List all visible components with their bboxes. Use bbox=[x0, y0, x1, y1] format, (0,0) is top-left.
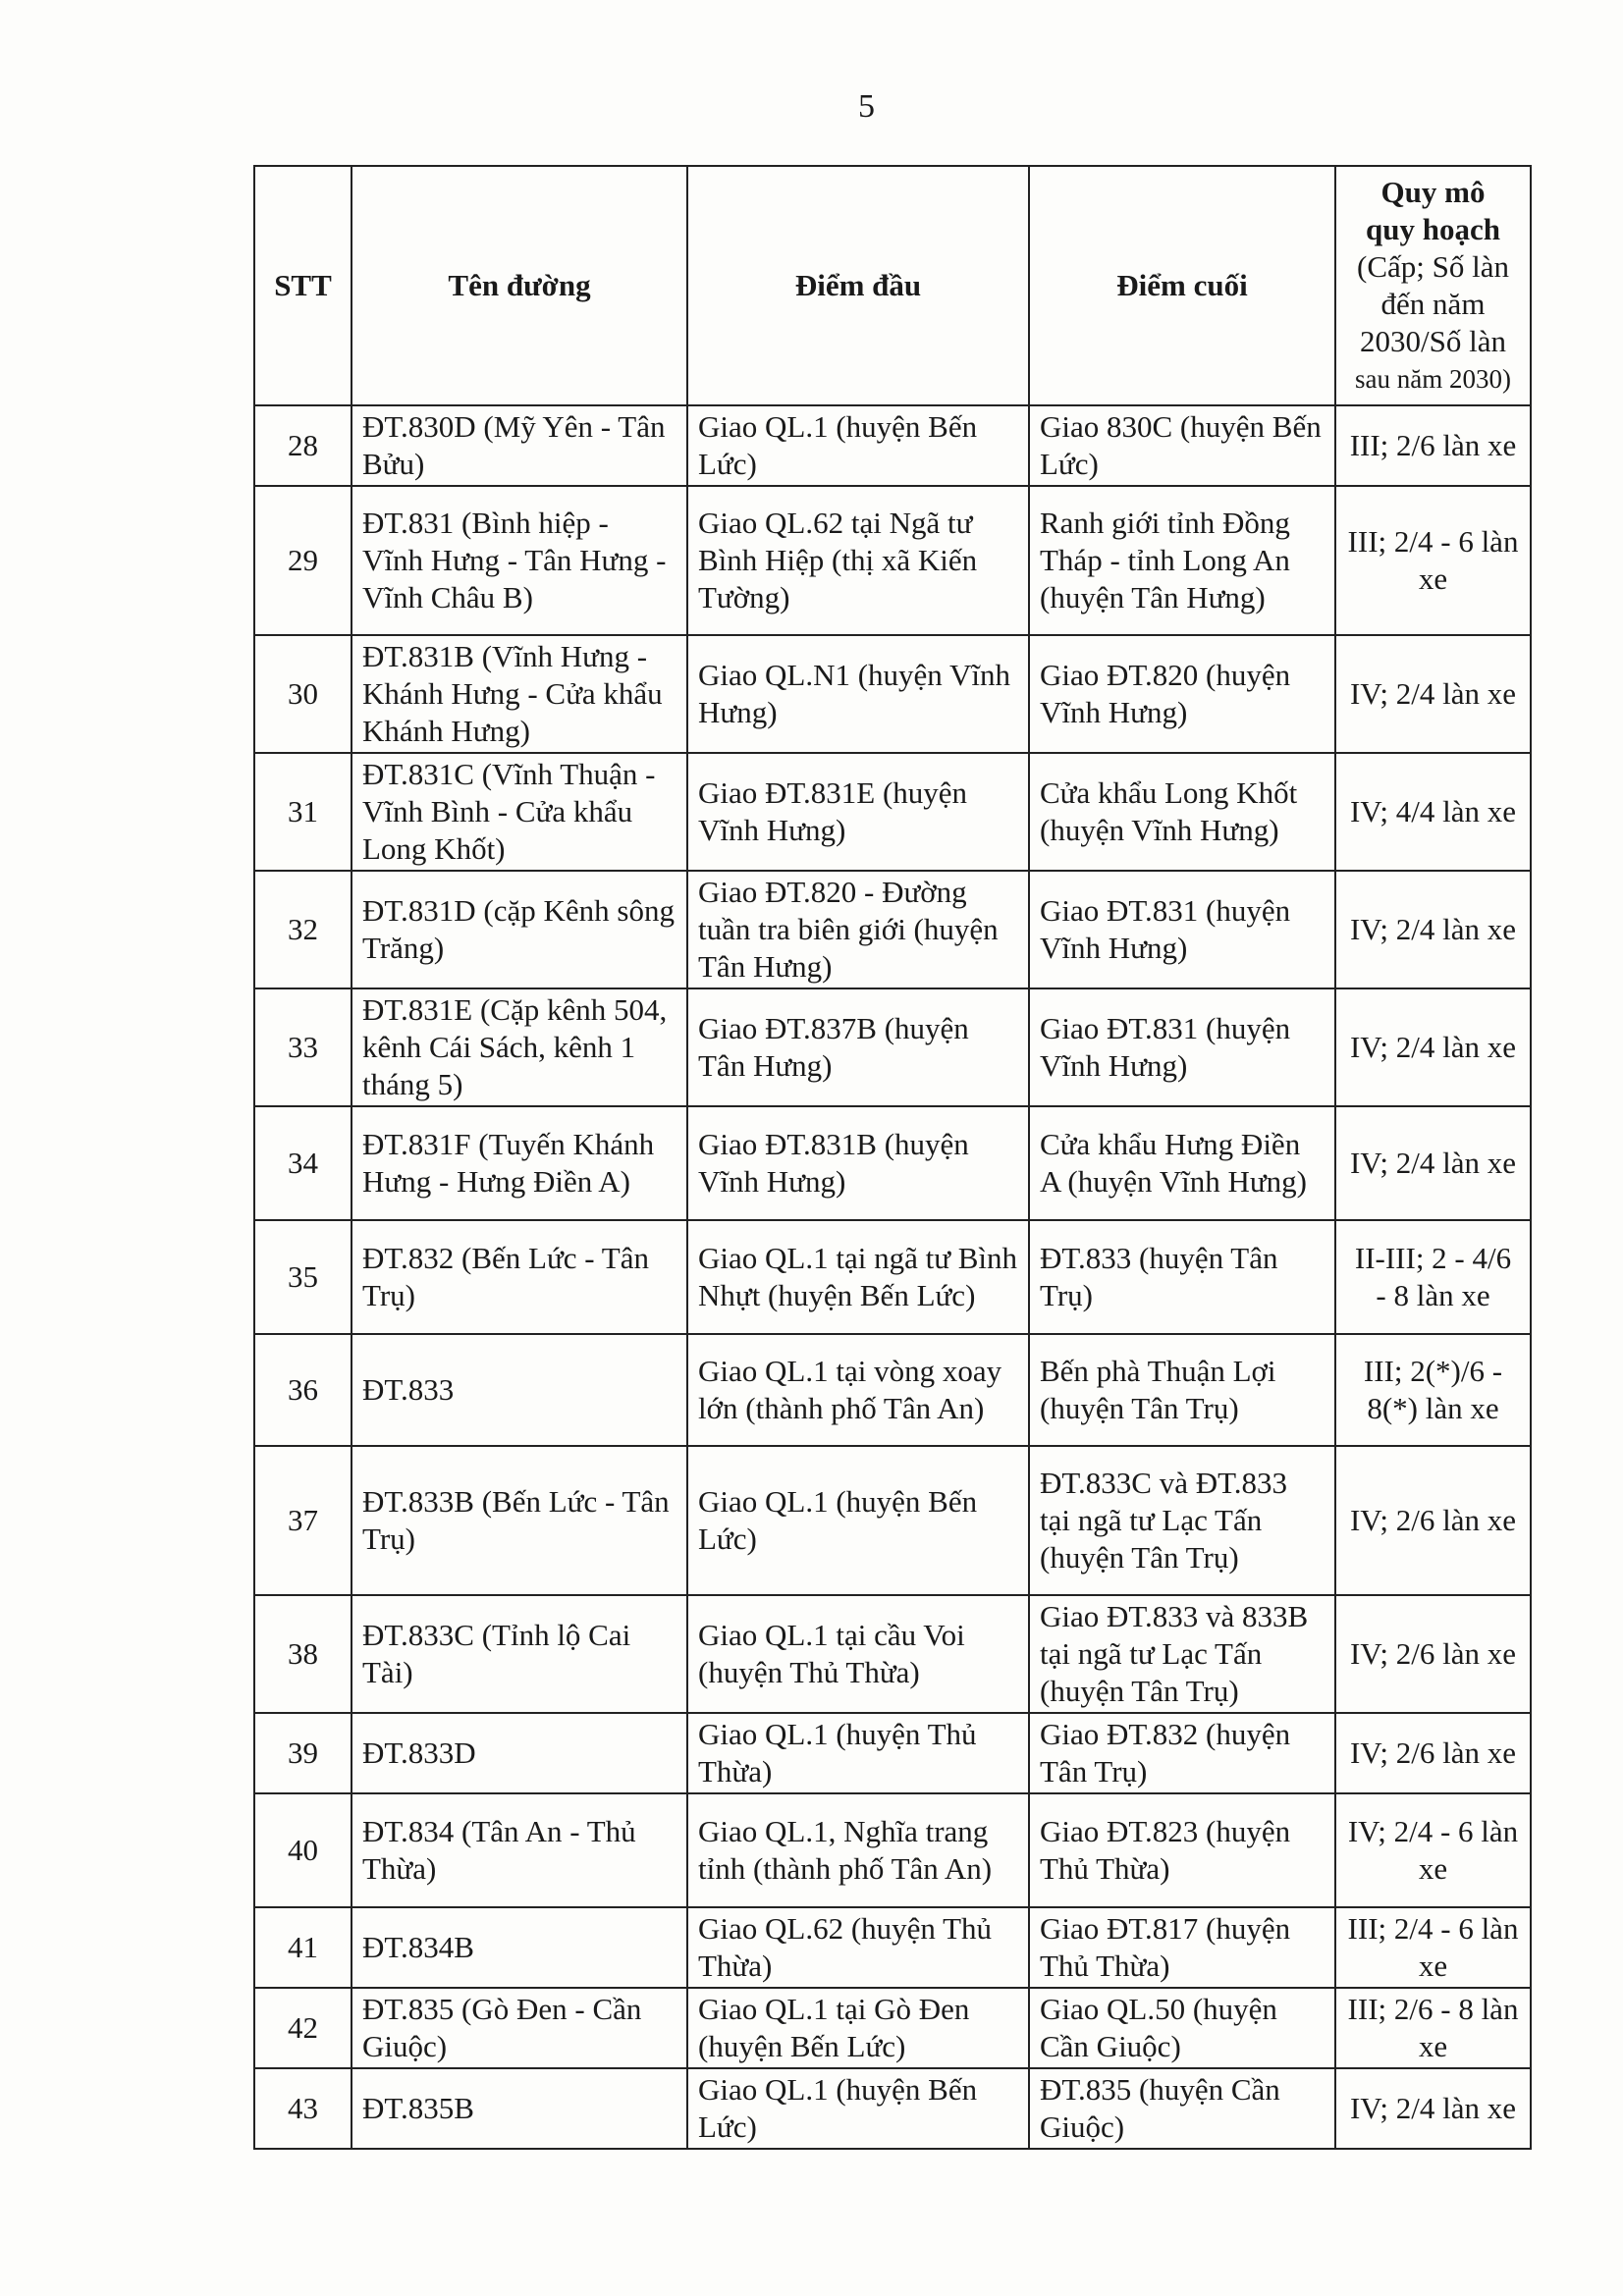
header-start-point: Điểm đầu bbox=[687, 166, 1029, 405]
header-stt: STT bbox=[254, 166, 352, 405]
table-row bbox=[254, 1595, 1531, 1713]
planning-scale-cell: IV; 2/6 làn xe bbox=[1335, 1595, 1531, 1713]
start-point-cell: Giao QL.1, Nghĩa trang tỉnh (thành phố Tân An) bbox=[687, 1793, 1029, 1907]
start-point-cell: Giao ĐT.831B (huyện Vĩnh Hưng) bbox=[687, 1106, 1029, 1220]
end-point-cell: Ranh giới tỉnh Đồng Tháp - tỉnh Long An (huyện Tân Hưng) bbox=[1029, 486, 1335, 635]
header-road-name: Tên đường bbox=[352, 166, 687, 405]
planning-scale-cell: IV; 2/4 làn xe bbox=[1335, 988, 1531, 1106]
planning-scale-cell: IV; 2/4 - 6 làn xe bbox=[1335, 1793, 1531, 1907]
planning-scale-cell: IV; 4/4 làn xe bbox=[1335, 753, 1531, 871]
header-scale-line1: Quy mô bbox=[1380, 175, 1486, 209]
planning-scale-cell: IV; 2/4 làn xe bbox=[1335, 871, 1531, 988]
table-row bbox=[254, 1907, 1531, 1988]
start-point-cell: Giao QL.62 (huyện Thủ Thừa) bbox=[687, 1907, 1029, 1988]
end-point-cell: Giao QL.50 (huyện Cần Giuộc) bbox=[1029, 1988, 1335, 2068]
road-name-cell: ĐT.831E (Cặp kênh 504, kênh Cái Sách, kênh 1 tháng 5) bbox=[352, 988, 687, 1106]
header-scale-line2: quy hoạch bbox=[1366, 212, 1500, 246]
start-point-cell: Giao QL.62 tại Ngã tư Bình Hiệp (thị xã Kiến Tường) bbox=[687, 486, 1029, 635]
start-point-cell: Giao QL.1 (huyện Thủ Thừa) bbox=[687, 1713, 1029, 1793]
road-name-cell: ĐT.833 bbox=[352, 1334, 687, 1446]
road-name-cell: ĐT.830D (Mỹ Yên - Tân Bửu) bbox=[352, 405, 687, 486]
header-scale-line3: (Cấp; Số làn đến năm 2030/Số làn bbox=[1357, 249, 1509, 358]
road-name-cell: ĐT.833D bbox=[352, 1713, 687, 1793]
table-row bbox=[254, 753, 1531, 871]
start-point-cell: Giao QL.1 (huyện Bến Lức) bbox=[687, 1446, 1029, 1595]
start-point-cell: Giao ĐT.831E (huyện Vĩnh Hưng) bbox=[687, 753, 1029, 871]
road-planning-table bbox=[253, 165, 1532, 2150]
end-point-cell: Giao 830C (huyện Bến Lức) bbox=[1029, 405, 1335, 486]
road-name-cell: ĐT.835B bbox=[352, 2068, 687, 2149]
row-stt-cell: 38 bbox=[254, 1595, 352, 1713]
end-point-cell: ĐT.833 (huyện Tân Trụ) bbox=[1029, 1220, 1335, 1334]
road-name-cell: ĐT.831D (cặp Kênh sông Trăng) bbox=[352, 871, 687, 988]
start-point-cell: Giao QL.1 tại ngã tư Bình Nhựt (huyện Bến Lức) bbox=[687, 1220, 1029, 1334]
table-row bbox=[254, 1220, 1531, 1334]
end-point-cell: Giao ĐT.831 (huyện Vĩnh Hưng) bbox=[1029, 988, 1335, 1106]
header-scale-line4: sau năm 2030) bbox=[1355, 364, 1511, 394]
table-row bbox=[254, 1106, 1531, 1220]
row-stt-cell: 32 bbox=[254, 871, 352, 988]
table-header-row bbox=[254, 166, 1531, 405]
table-row bbox=[254, 871, 1531, 988]
row-stt-cell: 36 bbox=[254, 1334, 352, 1446]
end-point-cell: Cửa khẩu Hưng Điền A (huyện Vĩnh Hưng) bbox=[1029, 1106, 1335, 1220]
planning-scale-cell: III; 2/4 - 6 làn xe bbox=[1335, 486, 1531, 635]
table-row bbox=[254, 486, 1531, 635]
planning-scale-cell: III; 2/6 làn xe bbox=[1335, 405, 1531, 486]
road-name-cell: ĐT.835 (Gò Đen - Cần Giuộc) bbox=[352, 1988, 687, 2068]
row-stt-cell: 33 bbox=[254, 988, 352, 1106]
end-point-cell: Giao ĐT.823 (huyện Thủ Thừa) bbox=[1029, 1793, 1335, 1907]
row-stt-cell: 30 bbox=[254, 635, 352, 753]
planning-scale-cell: IV; 2/4 làn xe bbox=[1335, 1106, 1531, 1220]
start-point-cell: Giao QL.1 tại Gò Đen (huyện Bến Lức) bbox=[687, 1988, 1029, 2068]
end-point-cell: Giao ĐT.831 (huyện Vĩnh Hưng) bbox=[1029, 871, 1335, 988]
row-stt-cell: 29 bbox=[254, 486, 352, 635]
table-row bbox=[254, 635, 1531, 753]
table-row bbox=[254, 988, 1531, 1106]
table-row bbox=[254, 1793, 1531, 1907]
row-stt-cell: 37 bbox=[254, 1446, 352, 1595]
start-point-cell: Giao ĐT.820 - Đường tuần tra biên giới (huyện Tân Hưng) bbox=[687, 871, 1029, 988]
row-stt-cell: 31 bbox=[254, 753, 352, 871]
row-stt-cell: 41 bbox=[254, 1907, 352, 1988]
table-row bbox=[254, 1988, 1531, 2068]
end-point-cell: Cửa khẩu Long Khốt (huyện Vĩnh Hưng) bbox=[1029, 753, 1335, 871]
start-point-cell: Giao QL.1 tại cầu Voi (huyện Thủ Thừa) bbox=[687, 1595, 1029, 1713]
table-row bbox=[254, 2068, 1531, 2149]
header-end-point: Điểm cuối bbox=[1029, 166, 1335, 405]
table-row bbox=[254, 1713, 1531, 1793]
end-point-cell: ĐT.833C và ĐT.833 tại ngã tư Lạc Tấn (huyện Tân Trụ) bbox=[1029, 1446, 1335, 1595]
row-stt-cell: 35 bbox=[254, 1220, 352, 1334]
row-stt-cell: 43 bbox=[254, 2068, 352, 2149]
table-body bbox=[254, 405, 1531, 2149]
road-name-cell: ĐT.831C (Vĩnh Thuận - Vĩnh Bình - Cửa khẩu Long Khốt) bbox=[352, 753, 687, 871]
planning-scale-cell: III; 2/4 - 6 làn xe bbox=[1335, 1907, 1531, 1988]
start-point-cell: Giao QL.1 tại vòng xoay lớn (thành phố Tân An) bbox=[687, 1334, 1029, 1446]
road-name-cell: ĐT.831F (Tuyến Khánh Hưng - Hưng Điền A) bbox=[352, 1106, 687, 1220]
page-number: 5 bbox=[858, 88, 875, 125]
row-stt-cell: 39 bbox=[254, 1713, 352, 1793]
start-point-cell: Giao QL.1 (huyện Bến Lức) bbox=[687, 405, 1029, 486]
row-stt-cell: 28 bbox=[254, 405, 352, 486]
end-point-cell: ĐT.835 (huyện Cần Giuộc) bbox=[1029, 2068, 1335, 2149]
start-point-cell: Giao QL.N1 (huyện Vĩnh Hưng) bbox=[687, 635, 1029, 753]
planning-scale-cell: IV; 2/4 làn xe bbox=[1335, 2068, 1531, 2149]
road-name-cell: ĐT.833C (Tỉnh lộ Cai Tài) bbox=[352, 1595, 687, 1713]
planning-scale-cell: III; 2(*)/6 - 8(*) làn xe bbox=[1335, 1334, 1531, 1446]
row-stt-cell: 42 bbox=[254, 1988, 352, 2068]
planning-scale-cell: III; 2/6 - 8 làn xe bbox=[1335, 1988, 1531, 2068]
start-point-cell: Giao ĐT.837B (huyện Tân Hưng) bbox=[687, 988, 1029, 1106]
end-point-cell: Giao ĐT.820 (huyện Vĩnh Hưng) bbox=[1029, 635, 1335, 753]
road-name-cell: ĐT.834B bbox=[352, 1907, 687, 1988]
planning-scale-cell: IV; 2/6 làn xe bbox=[1335, 1446, 1531, 1595]
end-point-cell: Giao ĐT.817 (huyện Thủ Thừa) bbox=[1029, 1907, 1335, 1988]
road-name-cell: ĐT.831B (Vĩnh Hưng - Khánh Hưng - Cửa khẩu Khánh Hưng) bbox=[352, 635, 687, 753]
planning-scale-cell: IV; 2/6 làn xe bbox=[1335, 1713, 1531, 1793]
table-row bbox=[254, 1446, 1531, 1595]
end-point-cell: Giao ĐT.833 và 833B tại ngã tư Lạc Tấn (huyện Tân Trụ) bbox=[1029, 1595, 1335, 1713]
header-planning-scale bbox=[1335, 166, 1531, 405]
start-point-cell: Giao QL.1 (huyện Bến Lức) bbox=[687, 2068, 1029, 2149]
road-name-cell: ĐT.832 (Bến Lức - Tân Trụ) bbox=[352, 1220, 687, 1334]
row-stt-cell: 34 bbox=[254, 1106, 352, 1220]
road-name-cell: ĐT.831 (Bình hiệp - Vĩnh Hưng - Tân Hưng - Vĩnh Châu B) bbox=[352, 486, 687, 635]
planning-scale-cell: IV; 2/4 làn xe bbox=[1335, 635, 1531, 753]
table-row bbox=[254, 1334, 1531, 1446]
planning-scale-cell: II-III; 2 - 4/6 - 8 làn xe bbox=[1335, 1220, 1531, 1334]
end-point-cell: Giao ĐT.832 (huyện Tân Trụ) bbox=[1029, 1713, 1335, 1793]
row-stt-cell: 40 bbox=[254, 1793, 352, 1907]
table-row bbox=[254, 405, 1531, 486]
end-point-cell: Bến phà Thuận Lợi (huyện Tân Trụ) bbox=[1029, 1334, 1335, 1446]
road-name-cell: ĐT.833B (Bến Lức - Tân Trụ) bbox=[352, 1446, 687, 1595]
road-name-cell: ĐT.834 (Tân An - Thủ Thừa) bbox=[352, 1793, 687, 1907]
